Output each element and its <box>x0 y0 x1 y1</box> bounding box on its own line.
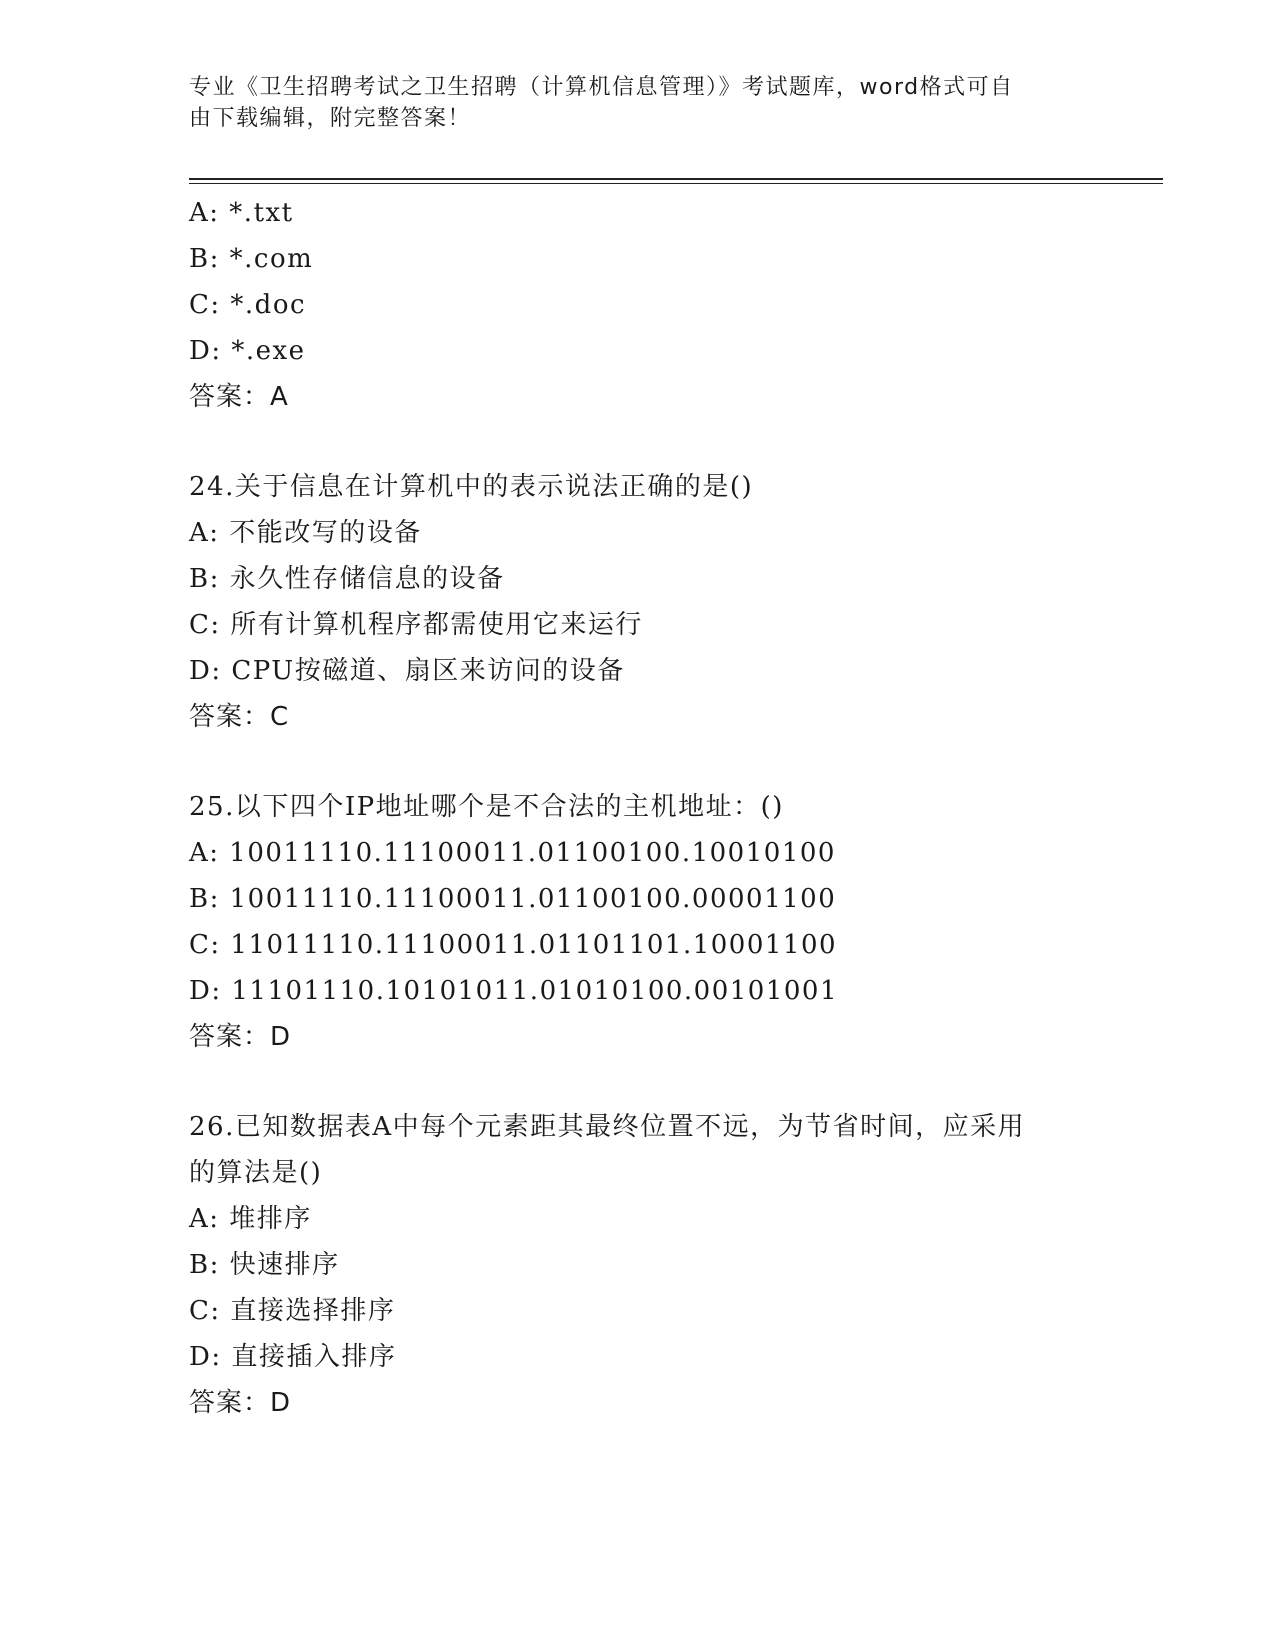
option-d: D: CPU按磁道、扇区来访问的设备 <box>189 656 625 686</box>
option-a: A: 10011110.11100011.01100100.10010100 <box>189 838 836 868</box>
answer-label: 答案：D <box>189 1388 292 1418</box>
question-23 <box>189 190 1169 420</box>
question-26 <box>189 1104 1169 1426</box>
option-d: D: 11101110.10101011.01010100.00101001 <box>189 976 839 1006</box>
option-d: D: 直接插入排序 <box>189 1342 397 1372</box>
question-24 <box>189 464 1169 740</box>
option-b: B: 永久性存储信息的设备 <box>189 564 505 594</box>
option-d: D: *.exe <box>189 336 306 366</box>
question-list <box>189 190 1169 1426</box>
question-stem: 24.关于信息在计算机中的表示说法正确的是() <box>189 472 754 502</box>
option-b: B: 10011110.11100011.01100100.00001100 <box>189 884 837 914</box>
header-line-1: 专业《卫生招聘考试之卫生招聘（计算机信息管理）》考试题库，word格式可自 <box>189 75 1014 100</box>
question-stem-continued: 的算法是() <box>189 1158 323 1188</box>
answer-label: 答案：C <box>189 702 290 732</box>
question-stem: 25.以下四个IP地址哪个是不合法的主机地址：() <box>189 792 784 822</box>
option-c: C: *.doc <box>189 290 307 320</box>
option-b: B: *.com <box>189 244 314 274</box>
option-b: B: 快速排序 <box>189 1250 340 1280</box>
answer-label: 答案：D <box>189 1022 292 1052</box>
header-divider-thin <box>189 183 1163 184</box>
option-c: C: 所有计算机程序都需使用它来运行 <box>189 610 643 640</box>
question-stem: 26.已知数据表A中每个元素距其最终位置不远，为节省时间，应采用 <box>189 1112 1026 1142</box>
option-a: A: 不能改写的设备 <box>189 518 422 548</box>
document-header <box>189 72 1089 134</box>
header-line-2: 由下载编辑，附完整答案！ <box>189 106 472 131</box>
option-c: C: 直接选择排序 <box>189 1296 396 1326</box>
header-divider-thick <box>189 178 1163 180</box>
option-c: C: 11011110.11100011.01101101.10001100 <box>189 930 838 960</box>
option-a: A: 堆排序 <box>189 1204 312 1234</box>
answer-label: 答案：A <box>189 382 289 412</box>
option-a: A: *.txt <box>189 198 294 228</box>
question-25 <box>189 784 1169 1060</box>
